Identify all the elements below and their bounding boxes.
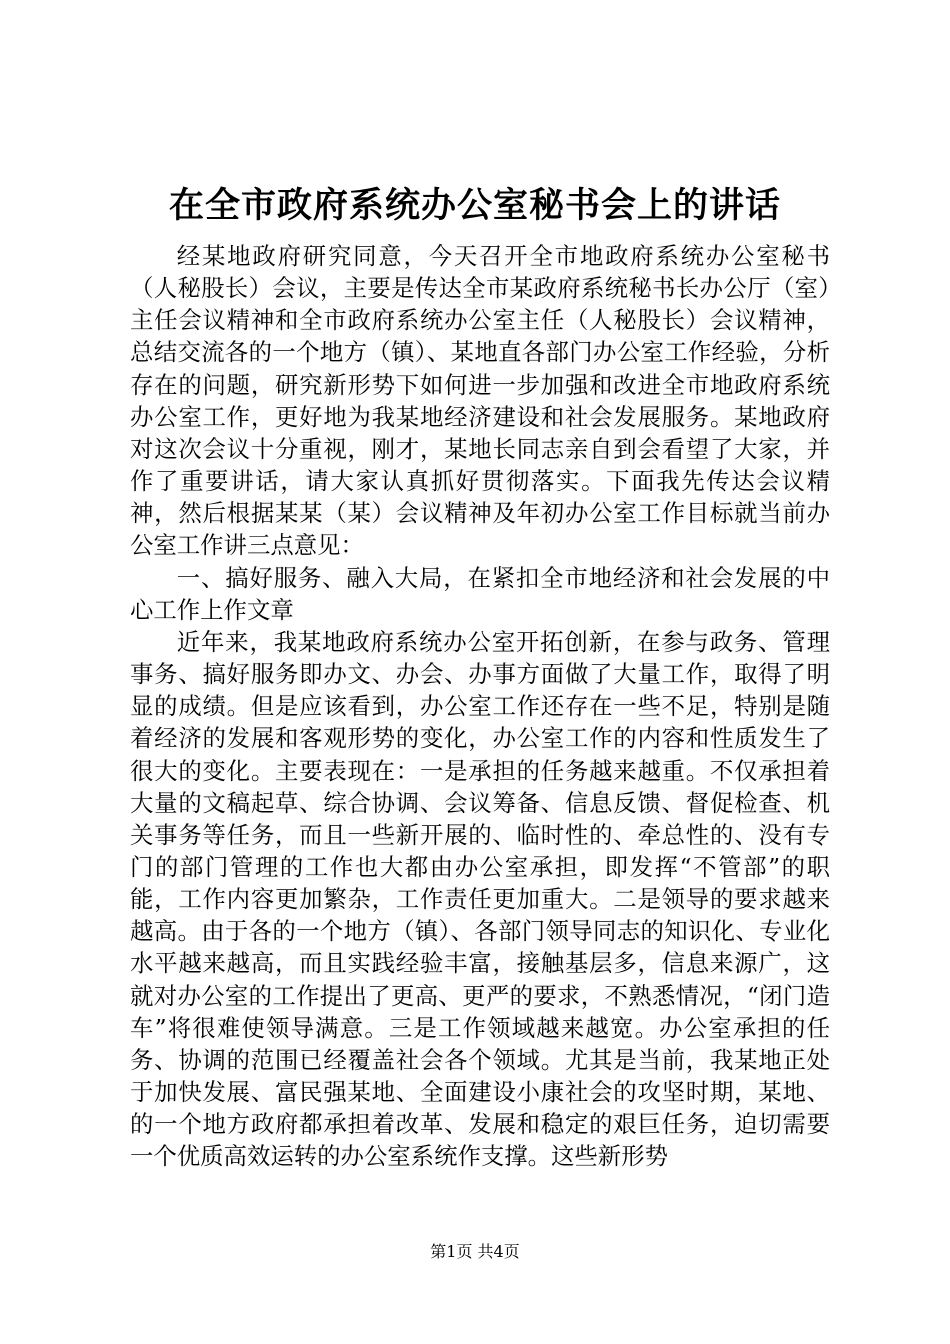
page-footer: 第1页 共4页 [430, 1242, 520, 1261]
document-body [130, 240, 830, 1173]
paragraph-section-1: 近年来，我某地政府系统办公室开拓创新，在参与政务、管理事务、搞好服务即办文、办会、办事方面做了大量工作，取得了明显的成绩。但是应该看到，办公室工作还存在一些不足，特别是随着经济的发展和客观形势的变化，办公室工作的内容和性质发生了很大的变化。主要表现在：一是承担的任务越来越重。不仅承担着大量的文稿起草、综合协调、会议筹备、信息反馈、督促检查、机关事务等任务，而且一些新开展的、临时性的、牵总性的、没有专门的部门管理的工作也大都由办公室承担，即发挥“不管部”的职能，工作内容更加繁杂，工作责任更加重大。二是领导的要求越来越高。由于各的一个地方（镇）、各部门领导同志的知识化、专业化水平越来越高，而且实践经验丰富，接触基层多，信息来源广，这就对办公室的工作提出了更高、更严的要求，不熟悉情况，“闭门造车”将很难使领导满意。三是工作领域越来越宽。办公室承担的任务、协调的范围已经覆盖社会各个领域。尤其是当前，我某地正处于加快发展、富民强某地、全面建设小康社会的攻坚时期，某地、的一个地方政府都承担着改革、发展和稳定的艰巨任务，迫切需要一个优质高效运转的办公室系统作支撑。这些新形势 [130, 627, 830, 1171]
paragraph-intro: 经某地政府研究同意，今天召开全市地政府系统办公室秘书（人秘股长）会议，主要是传达全市某政府系统秘书长办公厅（室）主任会议精神和全市政府系统办公室主任（人秘股长）会议精神，总结交流各的一个地方（镇）、某地直各部门办公室工作经验，分析存在的问题，研究新形势下如何进一步加强和改进全市地政府系统办公室工作，更好地为我某地经济建设和社会发展服务。某地政府对这次会议十分重视，刚才，某地长同志亲自到会看望了大家，并作了重要讲话，请大家认真抓好贯彻落实。下面我先传达会议精神，然后根据某某（某）会议精神及年初办公室工作目标就当前办公室工作讲三点意见： [130, 242, 830, 560]
document-title: 在全市政府系统办公室秘书会上的讲话 [168, 185, 781, 226]
section-heading-1: 一、搞好服务、融入大局，在紧扣全市地经济和社会发展的中心工作上作文章 [130, 563, 830, 624]
